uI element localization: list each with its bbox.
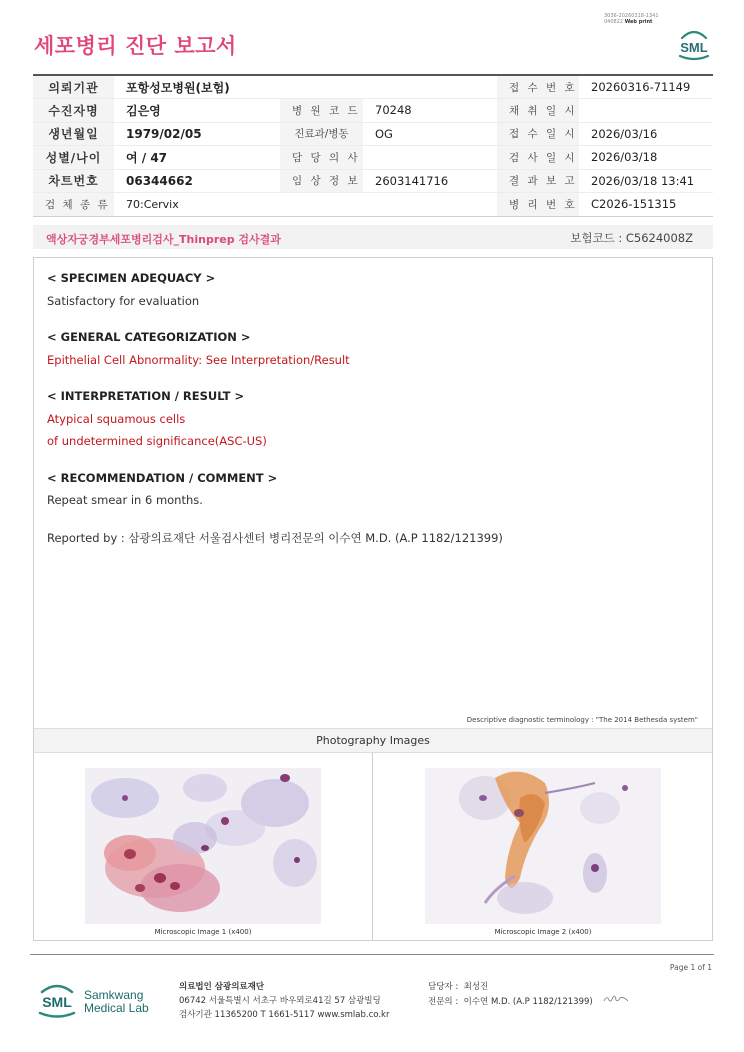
document-code-line2: 040822	[604, 19, 624, 25]
sml-footer-logo-icon	[36, 980, 78, 1020]
sex-age-label: 성별/나이	[33, 146, 114, 170]
test-name: 액상자궁경부세포병리검사_Thinprep 검사결과	[46, 233, 281, 246]
info-row	[33, 122, 713, 146]
adequacy-heading: < SPECIMEN ADEQUACY >	[47, 271, 216, 285]
specimen-value: 70:Cervix	[114, 193, 497, 217]
foundation-address: 06742 서울특별시 서초구 바우뫼로41길 57 삼광빌딩	[179, 996, 381, 1006]
recommend-text: Repeat smear in 6 months.	[47, 493, 203, 507]
receipt-date-label: 접 수 일 시	[497, 122, 579, 146]
hospital-code-value: 70248	[363, 99, 497, 123]
interp-line1: Atypical squamous cells	[47, 412, 186, 426]
dept-value: OG	[363, 122, 497, 146]
test-date-value: 2026/03/18	[579, 146, 713, 170]
signature-icon	[603, 994, 629, 1009]
doctor-value	[363, 146, 497, 170]
client-value: 포항성모병원(보험)	[114, 75, 497, 99]
image-2-caption: Microscopic Image 2 (x400)	[494, 928, 592, 936]
specialist-value: 이수연 M.D. (A.P 1182/121399)	[463, 997, 593, 1007]
staff-value: 최성진	[463, 982, 489, 992]
document-code	[604, 13, 659, 25]
sml-logo-icon	[674, 26, 714, 62]
adequacy-text: Satisfactory for evaluation	[47, 294, 200, 308]
microscopic-image-1-graphic	[85, 768, 321, 924]
photo-heading: Photography Images	[34, 728, 712, 753]
microscopic-image-2-graphic	[425, 768, 661, 924]
recommend-heading: < RECOMMENDATION / COMMENT >	[47, 471, 278, 485]
info-row	[33, 99, 713, 123]
microscopic-image-1	[85, 768, 321, 924]
specimen-label: 검 체 종 류	[33, 193, 114, 217]
reported-by: Reported by : 삼광의료재단 서울검사센터 병리전문의 이수연 M.D. (A.P 1182/121399)	[47, 531, 503, 545]
web-print-label: Web print	[624, 19, 653, 25]
foundation-info	[179, 980, 389, 1022]
path-no-label: 병 리 번 호	[497, 193, 579, 217]
image-1-caption: Microscopic Image 1 (x400)	[154, 928, 252, 936]
path-no-value: C2026-151315	[579, 193, 713, 217]
test-bar	[33, 225, 713, 249]
client-label: 의뢰기관	[33, 75, 114, 99]
receipt-date-value: 2026/03/16	[579, 122, 713, 146]
dob-value: 1979/02/05	[114, 122, 280, 146]
report-date-value: 2026/03/18 13:41	[579, 169, 713, 193]
collect-date-label: 채 취 일 시	[497, 99, 579, 123]
category-text: Epithelial Cell Abnormality: See Interpretation/Result	[47, 353, 350, 367]
insurance-code: 보험코드 : C5624008Z	[570, 231, 693, 245]
dob-label: 생년월일	[33, 122, 114, 146]
info-row	[33, 146, 713, 170]
chart-no-label: 차트번호	[33, 169, 114, 193]
microscopic-image-2	[425, 768, 661, 924]
interp-line2: of undetermined significance(ASC-US)	[47, 434, 267, 448]
info-row	[33, 75, 713, 99]
receipt-no-label: 접 수 번 호	[497, 75, 579, 99]
patient-info-table	[33, 74, 713, 217]
info-row	[33, 193, 713, 217]
photo-divider	[372, 753, 373, 941]
doctor-label: 담 당 의 사	[280, 146, 363, 170]
sml-logo	[674, 26, 714, 62]
company-name-line2: Medical Lab	[84, 1001, 149, 1015]
collect-date-value	[579, 99, 713, 123]
category-heading: < GENERAL CATEGORIZATION >	[47, 330, 251, 344]
foundation-name: 의료법인 삼광의료재단	[179, 982, 265, 992]
patient-value: 김은영	[114, 99, 280, 123]
staff-label: 담당자 :	[428, 982, 459, 992]
logo-wordmark: SML	[680, 40, 708, 55]
chart-no-value: 06344662	[114, 169, 280, 193]
page-number: Page 1 of 1	[669, 963, 712, 972]
specialist-label: 전문의 :	[428, 997, 459, 1007]
hospital-code-label: 병 원 코 드	[280, 99, 363, 123]
bethesda-note: Descriptive diagnostic terminology : "The 2014 Bethesda system"	[466, 716, 698, 724]
company-name-line1: Samkwang	[84, 988, 144, 1002]
sml-footer-logo	[36, 980, 78, 1020]
report-title: 세포병리 진단 보고서	[34, 34, 237, 58]
info-row	[33, 169, 713, 193]
staff-info	[428, 980, 629, 1009]
company-name	[84, 989, 149, 1015]
footer-logo-wordmark: SML	[42, 994, 72, 1010]
patient-label: 수진자명	[33, 99, 114, 123]
dept-label: 진료과/병동	[280, 122, 363, 146]
footer-divider	[30, 954, 714, 955]
test-date-label: 검 사 일 시	[497, 146, 579, 170]
report-date-label: 결 과 보 고	[497, 169, 579, 193]
sex-age-value: 여 / 47	[114, 146, 280, 170]
foundation-contact: 검사기관 11365200 T 1661-5117 www.smlab.co.kr	[179, 1010, 390, 1020]
clinical-label: 임 상 정 보	[280, 169, 363, 193]
result-box	[33, 257, 713, 941]
interp-heading: < INTERPRETATION / RESULT >	[47, 389, 245, 403]
document-code-line1: 3036-20260318-1341	[604, 13, 659, 19]
receipt-no-value: 20260316-71149	[579, 75, 713, 99]
clinical-value: 2603141716	[363, 169, 497, 193]
